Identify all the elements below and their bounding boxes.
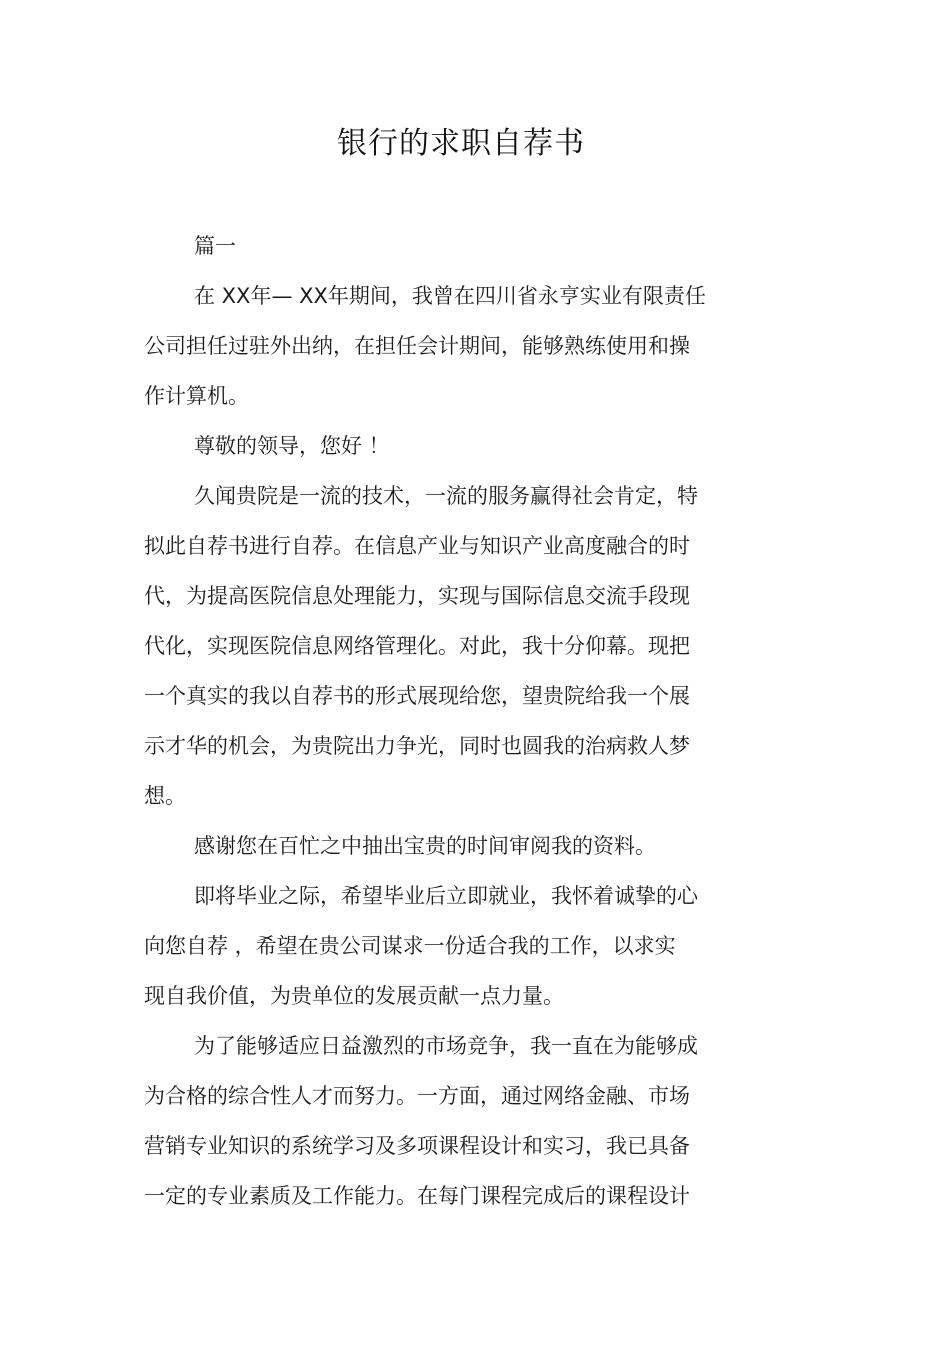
paragraph-line: 向您自荐 ，希望在贵公司谋求一份适合我的工作，以求实 [144, 934, 676, 958]
paragraph-line: 一定的专业素质及工作能力。在每门课程完成后的课程设计 [144, 1184, 690, 1208]
paragraph-line: 为合格的综合性人才而努力。一方面，通过网络金融、市场 [144, 1084, 690, 1108]
paragraph-line: 拟此自荐书进行自荐。在信息产业与知识产业高度融合的时 [144, 534, 690, 558]
paragraph-line: 代化，实现医院信息网络管理化。对此，我十分仰幕。现把 [144, 634, 690, 658]
section-heading: 篇一 [194, 234, 236, 258]
document-body [144, 221, 754, 1221]
paragraph-line: 感谢您在百忙之中抽出宝贵的时间审阅我的资料。 [194, 834, 656, 858]
document-title: 银行的求职自荐书 [337, 126, 585, 161]
paragraph-line: 在 XX年— XX年期间，我曾在四川省永亨实业有限责任 [194, 284, 706, 308]
salutation-line: 尊敬的领导，您好 ！ [194, 434, 390, 458]
paragraph-line: 为了能够适应日益激烈的市场竞争，我一直在为能够成 [194, 1034, 698, 1058]
paragraph-line: 即将毕业之际，希望毕业后立即就业，我怀着诚挚的心 [194, 884, 698, 908]
paragraph-line: 现自我价值，为贵单位的发展贡献一点力量。 [144, 984, 564, 1008]
paragraph-line: 公司担任过驻外出纳，在担任会计期间，能够熟练使用和操 [144, 334, 690, 358]
paragraph-line: 想。 [144, 784, 186, 808]
paragraph-line: 久闻贵院是一流的技术，一流的服务赢得社会肯定，特 [194, 484, 698, 508]
paragraph-line: 示才华的机会，为贵院出力争光，同时也圆我的治病救人梦 [144, 734, 690, 758]
paragraph-line: 营销专业知识的系统学习及多项课程设计和实习，我已具备 [144, 1134, 690, 1158]
paragraph-line: 代，为提高医院信息处理能力，实现与国际信息交流手段现 [144, 584, 690, 608]
paragraph-line: 一个真实的我以自荐书的形式展现给您，望贵院给我一个展 [144, 684, 690, 708]
paragraph-line: 作计算机。 [144, 384, 249, 408]
